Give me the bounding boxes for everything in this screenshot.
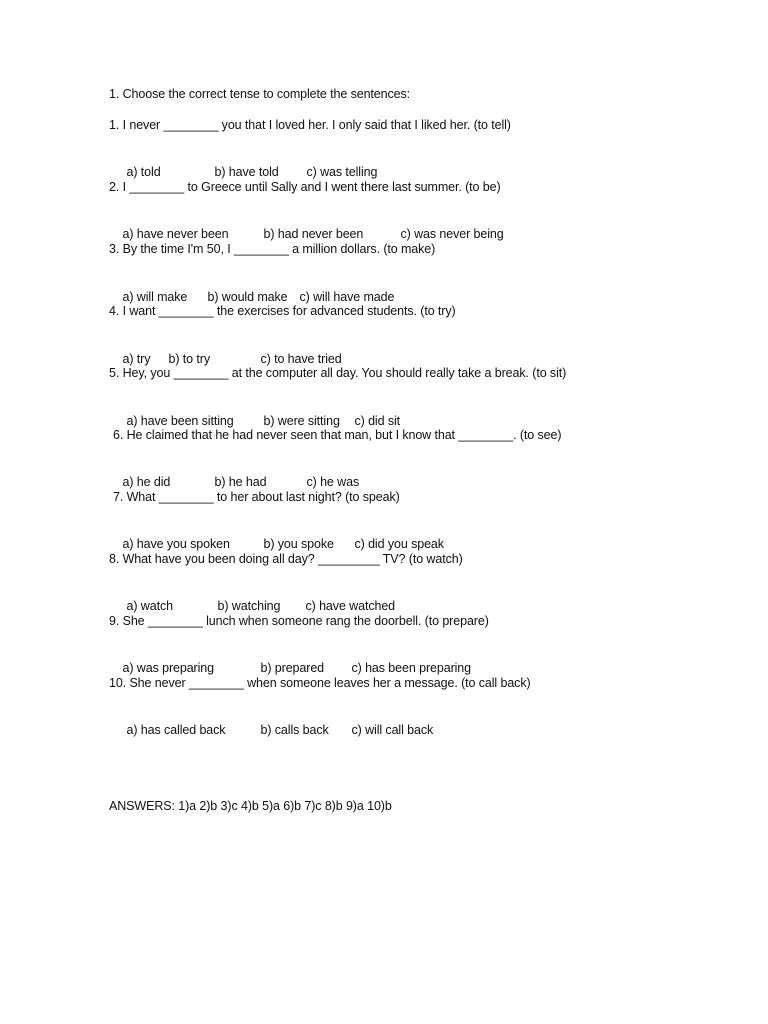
- option-a: a) have never been: [122, 227, 229, 241]
- question-2: 2. I ________ to Greece until Sally and I went there last summer. (to be): [109, 180, 501, 194]
- option-a: a) try: [122, 352, 151, 366]
- option-b: b) watching: [217, 599, 281, 613]
- option-b: b) would make: [207, 290, 288, 304]
- option-c: c) have watched: [305, 599, 396, 613]
- option-c: c) was telling: [306, 165, 378, 179]
- option-a: a) was preparing: [122, 661, 215, 675]
- option-b: b) you spoke: [263, 537, 334, 551]
- question-6: 6. He claimed that he had never seen that man, but I know that ________. (to see): [113, 428, 562, 442]
- option-a: a) will make: [122, 290, 188, 304]
- option-a: a) told: [126, 165, 161, 179]
- options-10: [113, 706, 433, 754]
- option-c: c) to have tried: [260, 352, 342, 366]
- option-b: b) to try: [168, 352, 210, 366]
- option-a: a) have been sitting: [126, 414, 234, 428]
- instruction-heading: 1. Choose the correct tense to complete the sentences:: [109, 87, 411, 101]
- option-b: b) had never been: [263, 227, 364, 241]
- option-c: c) did you speak: [354, 537, 444, 551]
- question-7: 7. What ________ to her about last night? (to speak): [113, 490, 400, 504]
- option-b: b) calls back: [260, 723, 329, 737]
- option-c: c) will have made: [299, 290, 395, 304]
- option-c: c) he was: [306, 475, 360, 489]
- option-a: a) have you spoken: [122, 537, 230, 551]
- answer-key: ANSWERS: 1)a 2)b 3)c 4)b 5)a 6)b 7)c 8)b 9)a 10)b: [109, 799, 392, 813]
- question-5: 5. Hey, you ________ at the computer all day. You should really take a break. (to sit): [109, 366, 567, 380]
- option-a: a) he did: [122, 475, 171, 489]
- option-c: c) did sit: [354, 414, 401, 428]
- question-4: 4. I want ________ the exercises for advanced students. (to try): [109, 304, 456, 318]
- option-b: b) prepared: [260, 661, 325, 675]
- option-a: a) watch: [126, 599, 173, 613]
- option-b: b) he had: [214, 475, 267, 489]
- question-3: 3. By the time I'm 50, I ________ a million dollars. (to make): [109, 242, 436, 256]
- option-b: b) have told: [214, 165, 279, 179]
- option-a: a) has called back: [126, 723, 226, 737]
- option-c: c) was never being: [400, 227, 504, 241]
- option-c: c) has been preparing: [351, 661, 472, 675]
- question-1: 1. I never ________ you that I loved her. I only said that I liked her. (to tell): [109, 118, 511, 132]
- option-c: c) will call back: [351, 723, 434, 737]
- option-b: b) were sitting: [263, 414, 340, 428]
- question-10: 10. She never ________ when someone leaves her a message. (to call back): [109, 676, 531, 690]
- question-9: 9. She ________ lunch when someone rang the doorbell. (to prepare): [109, 614, 489, 628]
- question-8: 8. What have you been doing all day? _________ TV? (to watch): [109, 552, 463, 566]
